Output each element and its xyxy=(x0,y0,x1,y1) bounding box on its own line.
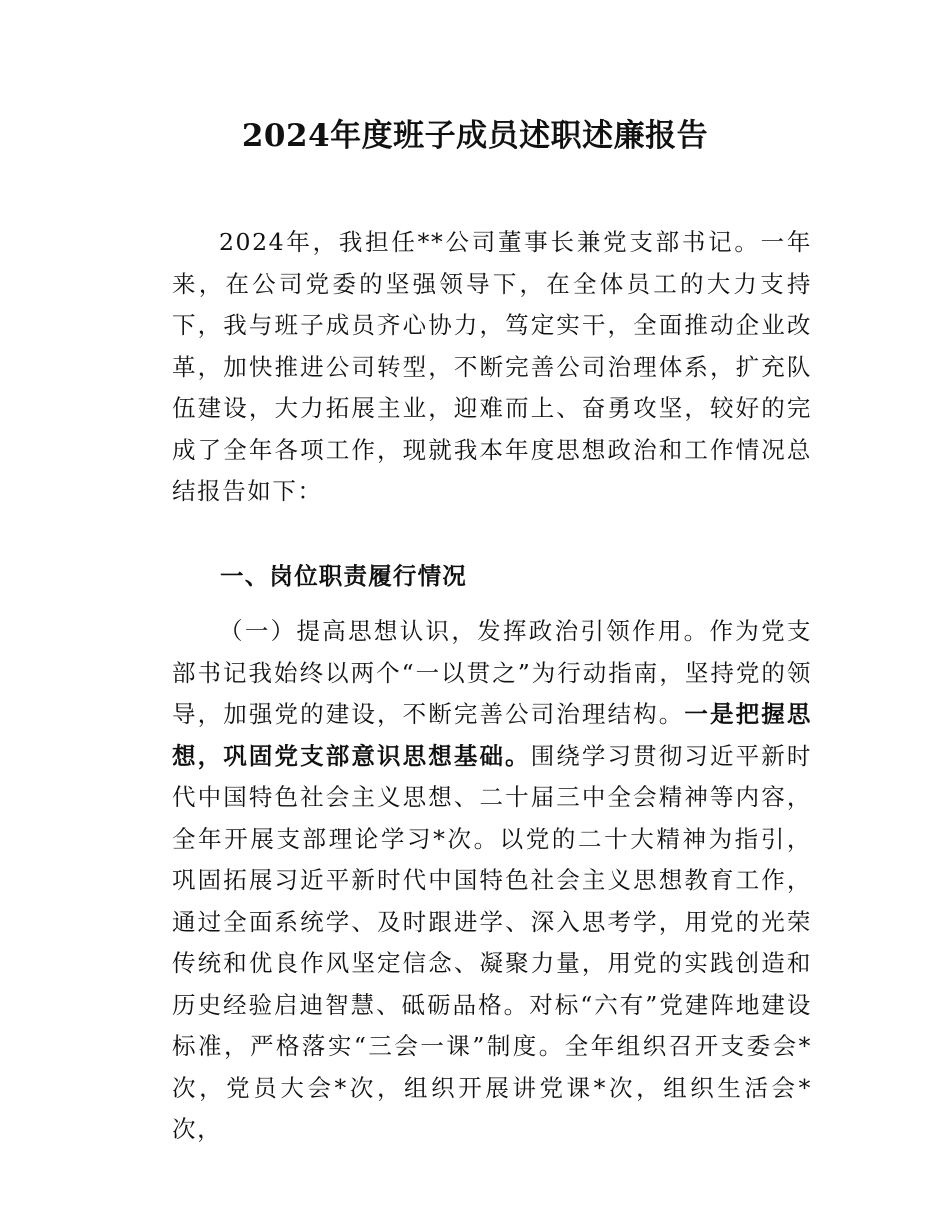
section-paragraph xyxy=(172,611,812,1151)
paragraph-lead-text: （一）提高思想认识，发挥政治引领作用。作为党支部书记我始终以两个“一以贯之”为行动指南，坚持党的领导，加强党的建设，不断完善公司治理结构。 xyxy=(172,617,812,728)
section-heading: 一、岗位职责履行情况 xyxy=(220,562,467,590)
paragraph-body-text: 围绕学习贯彻习近平新时代中国特色社会主义思想、二十届三中全会精神等内容，全年开展支部理论学习*次。以党的二十大精神为指引，巩固拓展习近平新时代中国特色社会主义思想教育工作，通过全面系统学、及时跟进学、深入思考学，用党的光荣传统和优良作风坚定信念、凝聚力量，用党的实践创造和历史经验启迪智慧、砥砺品格。对标“六有”党建阵地建设标准，严格落实“三会一课”制度。全年组织召开支委会*次，党员大会*次，组织开展讲党课*次，组织生活会*次， xyxy=(172,741,812,1143)
intro-block xyxy=(172,222,812,513)
emphasis-text: 一是把握思想，巩固党支部意识思想基础。 xyxy=(172,700,813,770)
intro-paragraph: 2024年，我担任**公司董事长兼党支部书记。一年来，在公司党委的坚强领导下，在全体员工的大力支持下，我与班子成员齐心协力，笃定实干，全面推动企业改革，加快推进公司转型，不断完善公司治理体系，扩充队伍建设，大力拓展主业，迎难而上、奋勇攻坚，较好的完成了全年各项工作，现就我本年度思想政治和工作情况总结报告如下： xyxy=(172,228,812,505)
section-body xyxy=(172,611,812,1151)
document-title: 2024年度班子成员述职述廉报告 xyxy=(241,118,709,154)
